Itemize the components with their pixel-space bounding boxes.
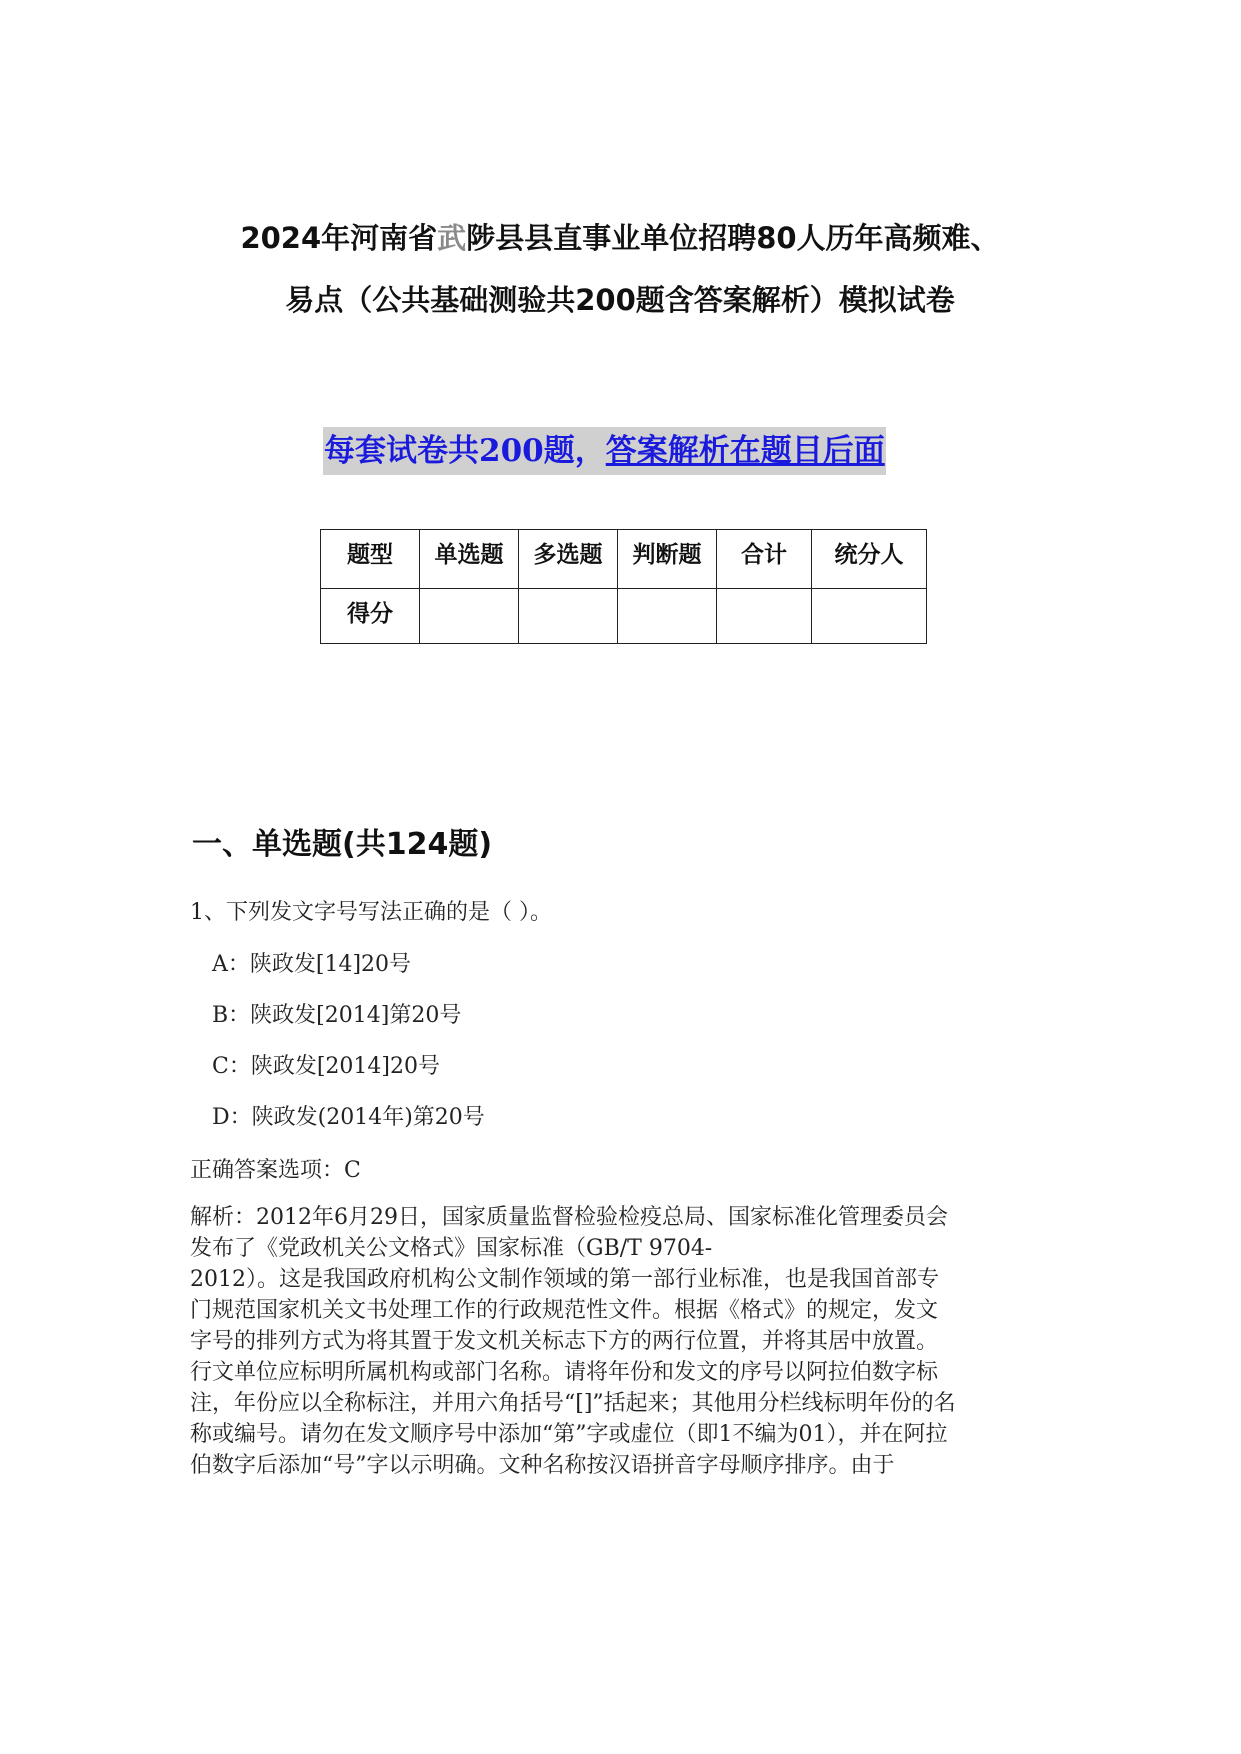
score-table-header-row xyxy=(321,530,927,589)
score-table-header: 题型 xyxy=(321,530,420,589)
info-banner xyxy=(323,427,886,475)
document-title-line1 xyxy=(150,218,1090,258)
banner-text: 每套试卷共200题， xyxy=(324,433,606,469)
title-prefix: 2024年河南省 xyxy=(240,221,438,255)
analysis-paragraph xyxy=(190,1202,1060,1481)
score-cell-total[interactable] xyxy=(717,589,812,644)
analysis-line: 注，年份应以全称标注，并用六角括号“[]”括起来；其他用分栏线标明年份的名 xyxy=(190,1391,956,1416)
analysis-line: 解析：2012年6月29日，国家质量监督检验检疫总局、国家标准化管理委员会 xyxy=(190,1205,948,1230)
title-highlighted-char: 武 xyxy=(437,221,467,255)
question-stem: 1、下列发文字号写法正确的是（ ）。 xyxy=(190,900,552,925)
score-cell-grader[interactable] xyxy=(812,589,927,644)
title-suffix: 陟县县直事业单位招聘80人历年高频难、 xyxy=(466,221,1000,255)
analysis-line: 称或编号。请勿在发文顺序号中添加“第”字或虚位（即1不编为01），并在阿拉 xyxy=(190,1422,948,1447)
score-table xyxy=(320,529,927,644)
score-table-header: 单选题 xyxy=(420,530,519,589)
score-table-row xyxy=(321,589,927,644)
analysis-line: 门规范国家机关文书处理工作的行政规范性文件。根据《格式》的规定，发文 xyxy=(190,1298,939,1323)
analysis-line: 行文单位应标明所属机构或部门名称。请将年份和发文的序号以阿拉伯数字标 xyxy=(190,1360,939,1385)
section-heading: 一、单选题(共124题) xyxy=(192,827,493,862)
banner-link[interactable]: 答案解析在题目后面 xyxy=(605,433,885,469)
correct-answer: 正确答案选项：C xyxy=(190,1158,361,1183)
analysis-line: 2012）。这是我国政府机构公文制作领域的第一部行业标准，也是我国首部专 xyxy=(190,1267,939,1292)
option-a: A：陕政发[14]20号 xyxy=(212,952,412,977)
option-c: C：陕政发[2014]20号 xyxy=(212,1054,440,1079)
option-b: B：陕政发[2014]第20号 xyxy=(212,1003,462,1028)
analysis-line: 字号的排列方式为将其置于发文机关标志下方的两行位置，并将其居中放置。 xyxy=(190,1329,939,1354)
score-table-header: 判断题 xyxy=(618,530,717,589)
document-title-line2: 易点（公共基础测验共200题含答案解析）模拟试卷 xyxy=(285,283,955,317)
score-row-label: 得分 xyxy=(321,589,420,644)
analysis-line: 发布了《党政机关公文格式》国家标准（GB/T 9704- xyxy=(190,1236,713,1261)
score-cell-judge[interactable] xyxy=(618,589,717,644)
score-cell-multi[interactable] xyxy=(519,589,618,644)
option-d: D：陕政发(2014年)第20号 xyxy=(212,1105,485,1130)
analysis-line: 伯数字后添加“号”字以示明确。文种名称按汉语拼音字母顺序排序。由于 xyxy=(190,1453,895,1478)
score-cell-single[interactable] xyxy=(420,589,519,644)
score-table-header: 多选题 xyxy=(519,530,618,589)
score-table-header: 合计 xyxy=(717,530,812,589)
score-table-header: 统分人 xyxy=(812,530,927,589)
